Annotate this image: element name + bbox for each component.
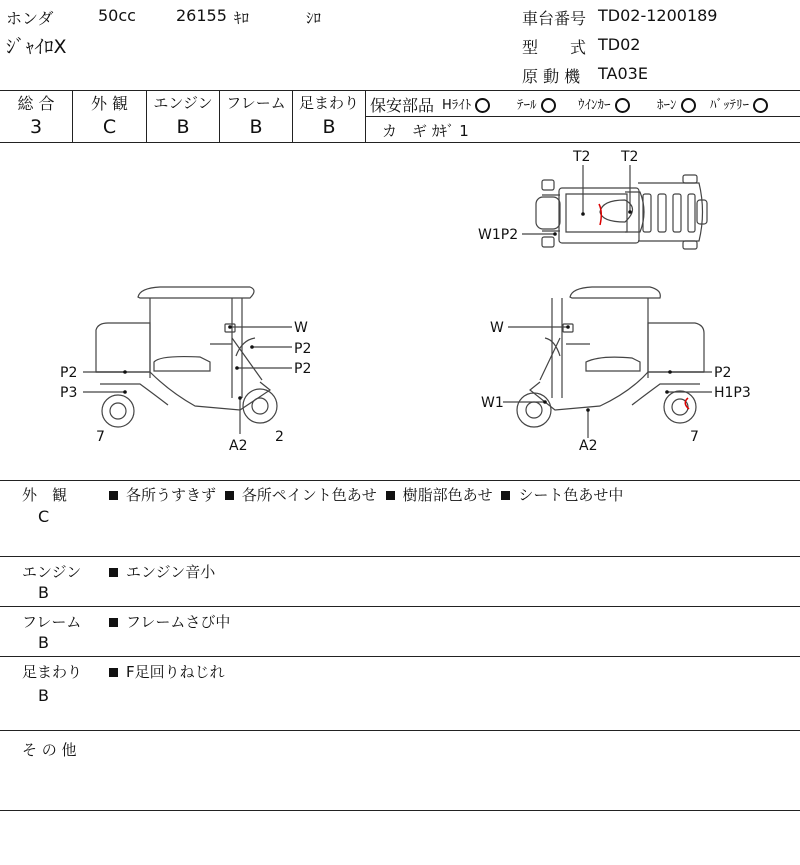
bullet-square-icon xyxy=(109,568,118,577)
bullet-square-icon xyxy=(386,491,395,500)
left-side-scooter xyxy=(96,287,277,427)
label-w-right: W xyxy=(490,320,504,336)
safety-item-battery: ﾊﾞｯﾃﾘｰ xyxy=(710,94,768,113)
grade-header-frame: フレーム xyxy=(226,94,286,112)
remark-label-other: そ の 他 xyxy=(22,741,77,759)
grade-exterior: C xyxy=(102,116,117,138)
model-name: ｼﾞｬｲﾛX xyxy=(6,36,67,58)
divider xyxy=(0,810,800,811)
label-a2-left: A2 xyxy=(229,438,248,454)
remark-grade-frame: B xyxy=(38,633,49,652)
remark-grade-exterior: C xyxy=(38,507,50,526)
damage-diagram xyxy=(0,143,800,480)
grade-header-exterior: 外 観 xyxy=(90,94,129,113)
ok-circle-icon xyxy=(475,98,490,113)
remark-label-suspension: 足まわり xyxy=(22,663,83,681)
grade-total: 3 xyxy=(29,116,43,138)
label-7-right: 7 xyxy=(690,429,699,445)
mileage: 26155 xyxy=(176,6,227,25)
maker: ホンダ xyxy=(6,9,54,28)
grade-header-total: 総 合 xyxy=(17,94,55,113)
divider xyxy=(0,606,800,607)
bullet-square-icon xyxy=(109,491,118,500)
bullet-square-icon xyxy=(501,491,510,500)
divider xyxy=(365,90,366,142)
label-7-left: 7 xyxy=(96,429,105,445)
divider xyxy=(0,556,800,557)
remark-items-engine: エンジン音小 xyxy=(105,561,215,582)
grade-header-suspension: 足まわり xyxy=(298,94,359,112)
safety-label: 保安部品 xyxy=(370,96,435,115)
safety-item-headlight: Hﾗｲﾄ xyxy=(442,94,490,113)
ok-circle-icon xyxy=(615,98,630,113)
key-label: カ ギ xyxy=(382,122,428,140)
label-w1p2: W1P2 xyxy=(478,227,519,243)
label-a2-right: A2 xyxy=(579,438,598,454)
displacement: 50cc xyxy=(98,6,136,25)
grade-suspension: B xyxy=(322,116,336,138)
label-2-left: 2 xyxy=(275,429,284,445)
label-p2-left-2: P2 xyxy=(294,361,312,377)
remark-items-exterior: 各所うすきず 各所ペイント色あせ 樹脂部色あせ シート色あせ中 xyxy=(105,484,623,505)
ok-circle-icon xyxy=(753,98,768,113)
remark-label-engine: エンジン xyxy=(22,563,82,581)
remark-label-exterior: 外 観 xyxy=(22,486,68,504)
divider xyxy=(0,730,800,731)
label-p2-left-rear: P2 xyxy=(60,365,78,381)
label-t2-left: T2 xyxy=(573,149,591,165)
label-w-left: W xyxy=(294,320,308,336)
grade-frame: B xyxy=(249,116,263,138)
label-h1p3: H1P3 xyxy=(714,385,751,401)
mileage-unit: ｷﾛ xyxy=(234,9,250,27)
frame-no-label: 車台番号 xyxy=(522,9,587,28)
remark-items-frame: フレームさび中 xyxy=(105,611,230,632)
remark-grade-suspension: B xyxy=(38,686,49,705)
bullet-square-icon xyxy=(225,491,234,500)
divider xyxy=(0,480,800,481)
label-w1: W1 xyxy=(481,395,504,411)
model-label: 型 式 xyxy=(522,38,587,57)
label-p2-right: P2 xyxy=(714,365,732,381)
engine-label: 原 動 機 xyxy=(522,67,581,86)
ok-circle-icon xyxy=(681,98,696,113)
label-p3-left: P3 xyxy=(60,385,78,401)
right-side-scooter xyxy=(517,287,704,427)
engine-code: TA03E xyxy=(598,64,648,83)
label-p2-left-1: P2 xyxy=(294,341,312,357)
grade-header-engine: エンジン xyxy=(153,94,213,112)
label-t2-right: T2 xyxy=(621,149,639,165)
model-code: TD02 xyxy=(598,35,641,54)
bullet-square-icon xyxy=(109,668,118,677)
safety-item-tail: ﾃｰﾙ xyxy=(517,94,556,113)
divider xyxy=(365,116,800,117)
right-leaders xyxy=(503,325,712,438)
remark-grade-engine: B xyxy=(38,583,49,602)
key-value: ｶｷﾞ 1 xyxy=(432,122,469,140)
divider xyxy=(0,656,800,657)
top-view-scooter xyxy=(536,175,707,249)
frame-no: TD02-1200189 xyxy=(598,6,718,25)
grade-engine: B xyxy=(176,116,190,138)
body-color: ｼﾛ xyxy=(306,9,322,27)
remark-items-suspension: F足回りねじれ xyxy=(105,661,225,682)
safety-item-winker: ｳｲﾝｶｰ xyxy=(578,94,630,113)
ok-circle-icon xyxy=(541,98,556,113)
safety-item-horn: ﾎｰﾝ xyxy=(657,94,696,113)
remark-label-frame: フレーム xyxy=(22,613,82,631)
bullet-square-icon xyxy=(109,618,118,627)
